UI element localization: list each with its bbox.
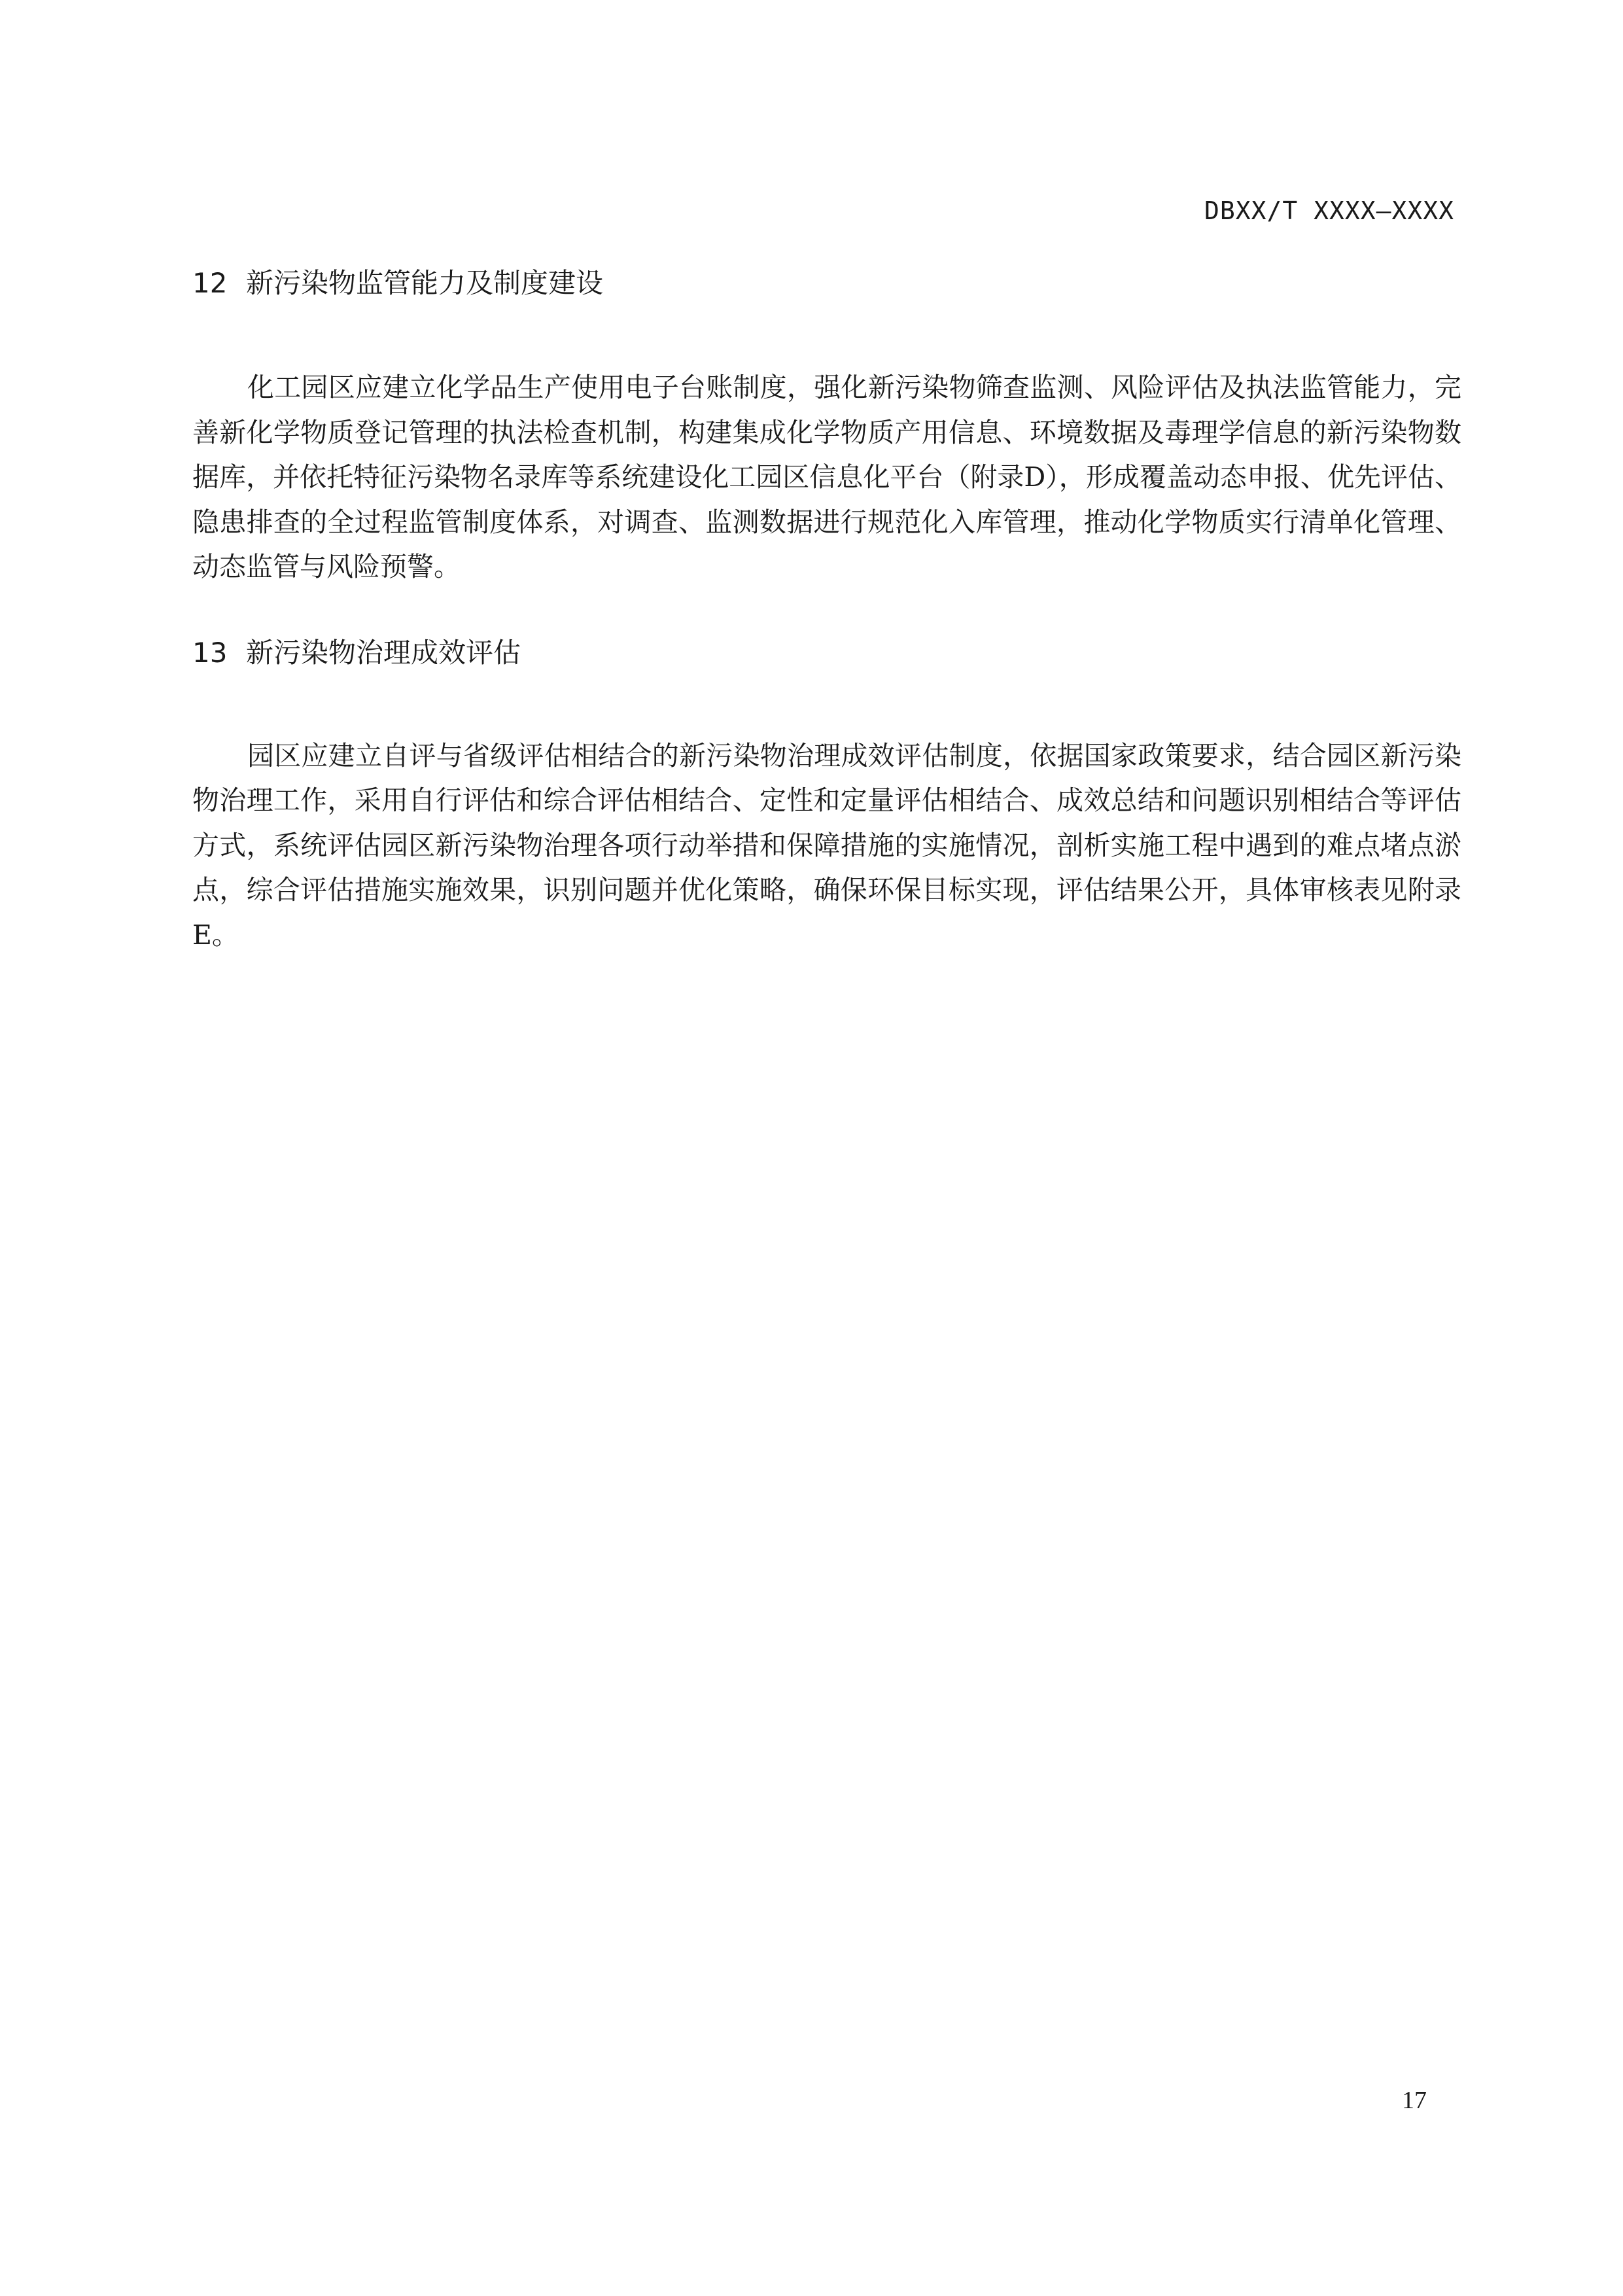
section-paragraph-13: 园区应建立自评与省级评估相结合的新污染物治理成效评估制度，依据国家政策要求，结合园区新污染物治理工作，采用自行评估和综合评估相结合、定性和定量评估相结合、成效总结和问题识别相结合等评估方式，系统评估园区新污染物治理各项行动举措和保障措施的实施情况，剖析实施工程中遇到的难点堵点淤点，综合评估措施实施效果，识别问题并优化策略，确保环保目标实现，评估结果公开，具体审核表见附录E。 bbox=[192, 739, 1461, 951]
document-code-header: DBXX/T XXXX—XXXX bbox=[1204, 196, 1454, 225]
section-number: 12 bbox=[192, 267, 228, 299]
page-number: 17 bbox=[1402, 2087, 1427, 2114]
section-paragraph-12: 化工园区应建立化学品生产使用电子台账制度，强化新污染物筛查监测、风险评估及执法监管能力，完善新化学物质登记管理的执法检查机制，构建集成化学物质产用信息、环境数据及毒理学信息的新污染物数据库，并依托特征污染物名录库等系统建设化工园区信息化平台（附录D），形成覆盖动态申报、优先评估、隐患排查的全过程监管制度体系，对调查、监测数据进行规范化入库管理，推动化学物质实行清单化管理、动态监管与风险预警。 bbox=[192, 372, 1461, 582]
document-body bbox=[192, 262, 1461, 957]
section-title: 新污染物监管能力及制度建设 bbox=[246, 267, 604, 299]
section-number: 13 bbox=[192, 636, 228, 669]
section-heading-12 bbox=[192, 262, 1461, 305]
section-title: 新污染物治理成效评估 bbox=[246, 636, 521, 669]
section-heading-13 bbox=[192, 631, 1461, 675]
